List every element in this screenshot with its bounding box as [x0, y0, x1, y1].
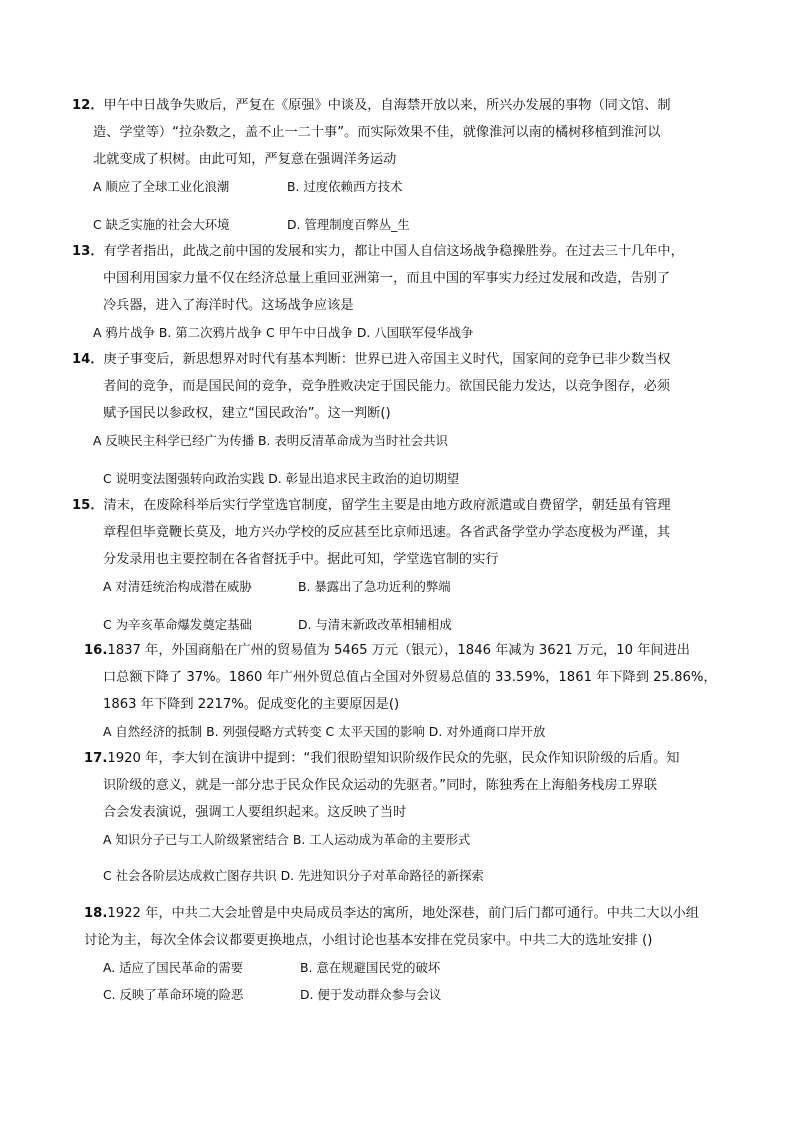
question-13-number: 13． — [72, 244, 104, 259]
question-17-options-cd: C 社会各阶层达成救亡图存共识 D. 先进知识分子对革命路径的新探索 — [103, 868, 484, 883]
question-14-line-3: 赋予国民以参政权，建立“国民政治”。这一判断() — [103, 406, 391, 421]
question-12-text-1: 甲午中日战争失败后，严复在《原强》中谈及，自海禁开放以来，所兴办发展的事物（同文馆、制 — [103, 98, 671, 113]
question-15-line-3: 分发录用也主要控制在各省督抚手中。据此可知，学堂选官制的实行 — [103, 552, 499, 567]
question-12-number: 12． — [72, 98, 104, 113]
question-18-text-1: 1922 年，中共二大会址曾是中央局成员李达的寓所，地处深巷，前门后门都可通行。中共二大以小组 — [107, 906, 699, 921]
question-13-line-1 — [72, 243, 684, 261]
question-16-number: 16. — [84, 643, 108, 658]
question-14-line-2: 者间的竞争，而是国民间的竞争，竞争胜败决定于国民能力。欲国民能力发达，以竞争图存，必须 — [103, 379, 671, 394]
question-12-line-1 — [72, 97, 671, 115]
question-12-option-a: A 顺应了全球工业化浪潮 — [93, 179, 230, 194]
question-14-line-1 — [72, 351, 671, 369]
question-13-line-3: 冷兵器，进入了海洋时代。这场战争应该是 — [103, 298, 354, 313]
question-14-number: 14． — [72, 352, 104, 367]
question-13-line-2: 中国利用国家力量不仅在经济总量上重回亚洲第一，而且中国的军事实力经过发展和改造，告别了 — [103, 271, 671, 286]
question-18-option-b: B. 意在规避国民党的破坏 — [300, 960, 441, 975]
question-16-line-3: 1863 年下降到 2217%。促成变化的主要原因是() — [103, 697, 400, 712]
question-16-text-1: 1837 年，外国商船在广州的贸易值为 5465 万元（银元），1846 年减为 3621 万元，10 年间进出 — [107, 643, 690, 658]
question-18-line-1 — [84, 905, 699, 923]
question-15-option-b: B. 暴露出了急功近利的弊端 — [298, 579, 451, 594]
question-16-line-1 — [84, 642, 690, 660]
question-15-number: 15． — [72, 498, 104, 513]
question-12-option-c: C 缺乏实施的社会大环境 — [93, 217, 230, 232]
question-17-number: 17. — [84, 751, 108, 766]
question-15-option-d: D. 与清末新政改革相辅相成 — [298, 617, 452, 632]
question-15-line-2: 章程但毕竟鞭长莫及，地方兴办学校的反应甚至比京师迅速。各省武备学堂办学态度极为严谨，其 — [103, 525, 671, 540]
question-18-option-c: C. 反映了革命环境的险恶 — [103, 987, 244, 1002]
question-18-option-d: D. 便于发动群众参与会议 — [300, 987, 442, 1002]
question-17-line-1 — [84, 750, 679, 768]
question-14-options-ab: A 反映民主科学已经广为传播 B. 表明反清革命成为当时社会共识 — [93, 433, 448, 448]
question-15-text-1: 清末，在废除科举后实行学堂选官制度，留学生主要是由地方政府派遣或自费留学，朝廷虽有管理 — [103, 498, 671, 513]
question-16-options: A 自然经济的抵制 B. 列强侵略方式转变 C 太平天国的影响 D. 对外通商口岸开放 — [103, 724, 546, 739]
question-14-options-cd: C 说明变法图强转向政治实践 D. 彰显出追求民主政治的迫切期望 — [103, 471, 460, 486]
question-15-option-a: A 对清廷统治构成潜在威胁 — [103, 579, 252, 594]
question-15-option-c: C 为辛亥革命爆发奠定基础 — [103, 617, 252, 632]
question-17-line-3: 合会发表演说，强调工人要组织起来。这反映了当时 — [103, 805, 407, 820]
question-13-text-1: 有学者指出，此战之前中国的发展和实力，都让中国人自信这场战争稳操胜券。在过去三十几年中， — [103, 244, 684, 259]
question-12-line-3: 北就变成了枳树。由此可知，严复意在强调洋务运动 — [93, 152, 397, 167]
question-17-text-1: 1920 年，李大钊在演讲中提到：“我们很盼望知识阶级作民众的先驱，民众作知识阶级的后盾。知 — [107, 751, 680, 766]
question-18-number: 18. — [84, 906, 108, 921]
question-12-line-2: 造、学堂等）“拉杂数之，盖不止一二十事”。而实际效果不佳，就像淮河以南的橘树移植到淮河以 — [93, 125, 661, 140]
question-12-option-b: B. 过度依赖西方技术 — [287, 179, 403, 194]
question-14-text-1: 庚子事变后，新思想界对时代有基本判断：世界已进入帝国主义时代，国家间的竞争已非少数当权 — [103, 352, 671, 367]
question-12-option-d: D. 管理制度百弊丛_生 — [287, 217, 410, 232]
question-16-line-2: 口总额下降了 37%。1860 年广州外贸总值占全国对外贸易总值的 33.59%，1861 年下降到 25.86%， — [103, 670, 717, 685]
question-17-line-2: 识阶级的意义，就是一部分忠于民众作民众运动的先驱者。”同时，陈独秀在上海船务栈房工界联 — [103, 778, 658, 793]
question-17-options-ab: A 知识分子已与工人阶级紧密结合 B. 工人运动成为革命的主要形式 — [103, 832, 471, 847]
question-18-line-2: 讨论为主，每次全体会议都要更换地点，小组讨论也基本安排在党员家中。中共二大的选址安排 () — [84, 933, 653, 948]
question-18-option-a: A. 适应了国民革命的需要 — [103, 960, 244, 975]
question-13-options: A 鸦片战争 B. 第二次鸦片战争 C 甲午中日战争 D. 八国联军侵华战争 — [93, 325, 474, 340]
question-15-line-1 — [72, 497, 671, 515]
